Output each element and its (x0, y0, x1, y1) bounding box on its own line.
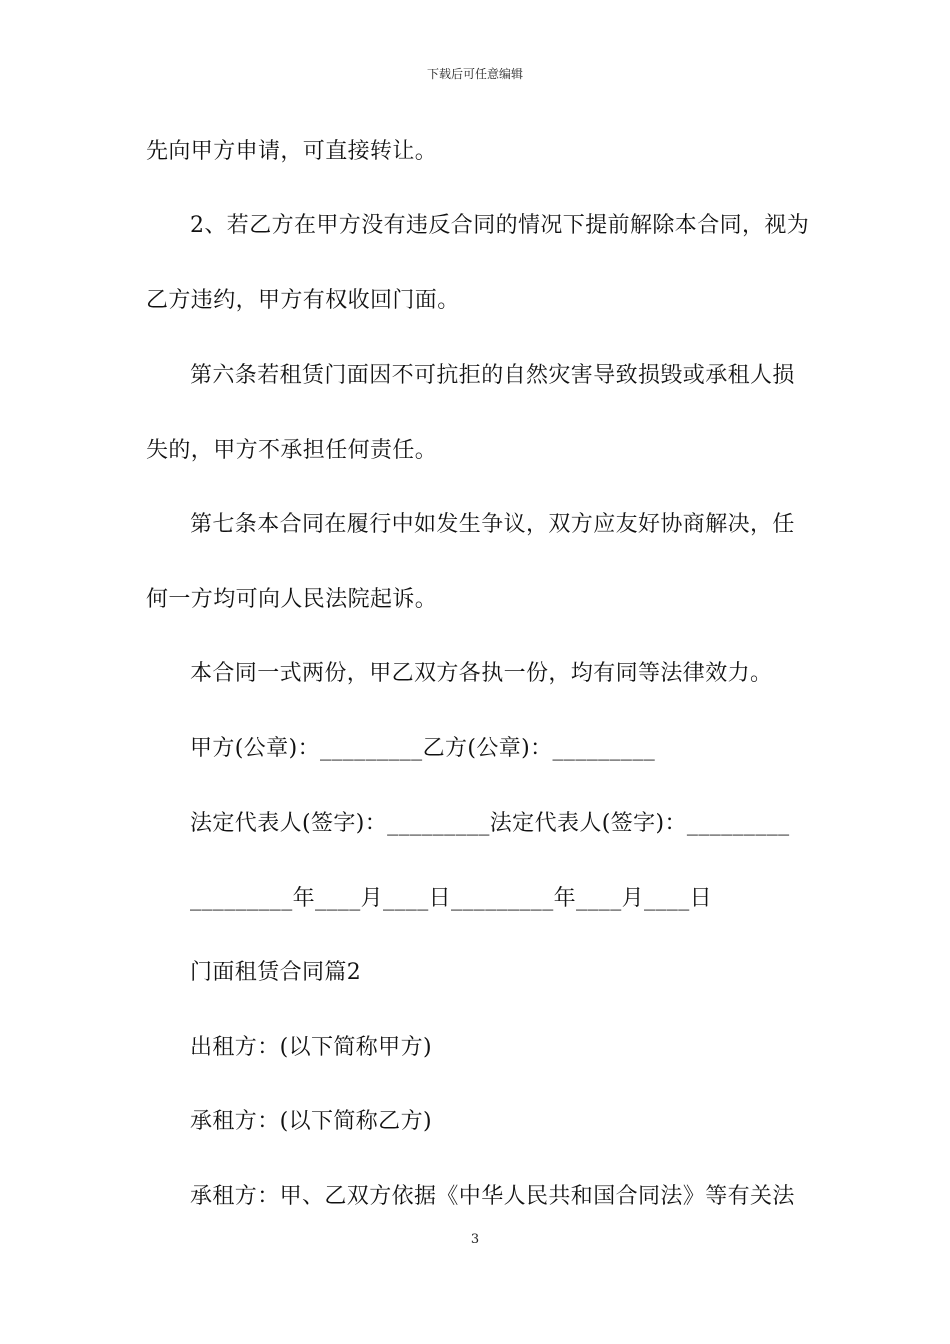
paragraph-line-4: 第六条若租赁门面因不可抗拒的自然灾害导致损毁或承租人损 (190, 363, 795, 388)
paragraph-line-8: 本合同一式两份，甲乙双方各执一份，均有同等法律效力。 (190, 661, 773, 686)
signature-seal-line: 甲方(公章)：_________乙方(公章)：_________ (190, 736, 656, 761)
page-header: 下载后可任意编辑 (426, 67, 523, 81)
lessee-line: 承租方：(以下简称乙方) (190, 1109, 432, 1134)
paragraph-line-5: 失的，甲方不承担任何责任。 (146, 438, 438, 463)
section-title: 门面租赁合同篇2 (190, 960, 362, 985)
paragraph-line-15: 承租方：甲、乙双方依据《中华人民共和国合同法》等有关法 (190, 1184, 795, 1209)
paragraph-line-6: 第七条本合同在履行中如发生争议，双方应友好协商解决，任 (190, 512, 795, 537)
paragraph-line-7: 何一方均可向人民法院起诉。 (146, 587, 438, 612)
signature-date-line: _________年____月____日_________年____月____日 (190, 886, 713, 911)
lessor-line: 出租方：(以下简称甲方) (190, 1035, 432, 1060)
paragraph-line-3: 乙方违约，甲方有权收回门面。 (146, 288, 460, 313)
paragraph-line-1: 先向甲方申请，可直接转让。 (146, 139, 438, 164)
signature-representative-line: 法定代表人(签字)：_________法定代表人(签字)：_________ (190, 811, 790, 836)
page-number: 3 (470, 1232, 480, 1247)
paragraph-line-2: 2、若乙方在甲方没有违反合同的情况下提前解除本合同，视为 (190, 213, 810, 238)
